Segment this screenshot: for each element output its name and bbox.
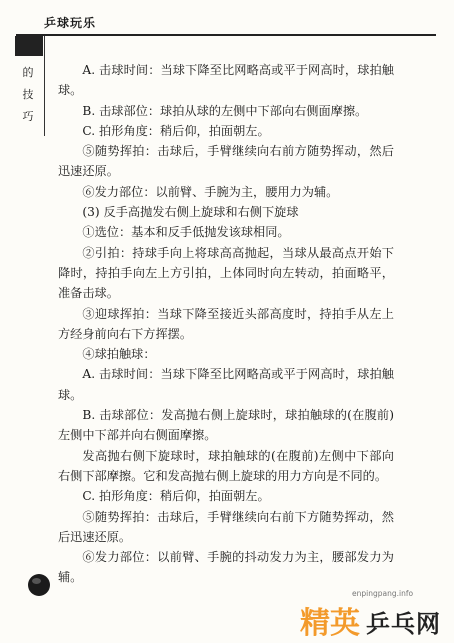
paragraph: ⑥发力部位：以前臂、手腕为主，腰用力为辅。 <box>82 184 339 199</box>
side-tab-marker <box>15 36 43 56</box>
paragraph: ⑤随势挥拍：击球后，手臂继续向右前方随势挥动，然后迅速还原。 <box>58 144 394 179</box>
watermark-logo <box>300 598 448 641</box>
running-title: 乒球玩乐 <box>44 16 97 30</box>
paragraph: ⑤随势挥拍：击球后，手臂继续向右前下方随势挥动，然后迅速还原。 <box>58 509 394 544</box>
page-number-badge <box>28 574 50 596</box>
paragraph: ③迎球挥拍：当球下降至接近头部高度时，持拍手从左上方经身前向右下方挥摆。 <box>58 306 394 341</box>
chapter-side-tab <box>14 36 45 136</box>
paragraph: ⑥发力部位：以前臂、手腕的抖动发力为主，腰部发力为辅。 <box>58 550 394 585</box>
section-heading: (3) 反手高抛发右侧上旋球和右侧下旋球 <box>82 205 299 220</box>
paragraph: A. 击球时间：当球下降至比网略高或平于网高时，球拍触球。 <box>58 367 394 402</box>
paragraph: B. 击球部位：发高抛右侧上旋球时，球拍触球的(在腹前)左侧中下部并向右侧面摩擦。 <box>58 408 394 443</box>
watermark-logo-first: 精英 <box>300 606 360 641</box>
paragraph: B. 击球部位：球拍从球的左侧中下部向右侧面摩擦。 <box>82 103 368 118</box>
side-tab-char: 技 <box>22 88 34 101</box>
paragraph: ④球拍触球： <box>82 347 156 362</box>
side-tab-char: 的 <box>22 66 34 79</box>
paragraph: ①选位：基本和反手低抛发该球相同。 <box>82 225 290 240</box>
side-tab-char: 巧 <box>22 110 34 123</box>
paragraph: A. 击球时间：当球下降至比网略高或平于网高时，球拍触球。 <box>58 63 394 98</box>
watermark-logo-rest: 乒乓网 <box>366 610 441 638</box>
paragraph: C. 拍形角度：稍后仰，拍面朝左。 <box>82 489 270 504</box>
page-header <box>16 14 436 36</box>
body-text <box>58 60 394 588</box>
paragraph: C. 拍形角度：稍后仰，拍面朝左。 <box>82 123 270 138</box>
side-tab-chars <box>20 62 36 128</box>
paragraph: 发高抛右侧下旋球时，球拍触球的(在腹前)左侧中下部向右侧下部摩擦。它和发高抛右侧上旋球的用力方向是不同的。 <box>58 448 394 483</box>
watermark-url: enpingpang.info <box>352 589 414 598</box>
paragraph: ②引拍：持球手向上将球高高抛起，当球从最高点开始下降时，持拍手向左上方引拍，上体同时向左转动，拍面略平，准备击球。 <box>58 245 394 301</box>
